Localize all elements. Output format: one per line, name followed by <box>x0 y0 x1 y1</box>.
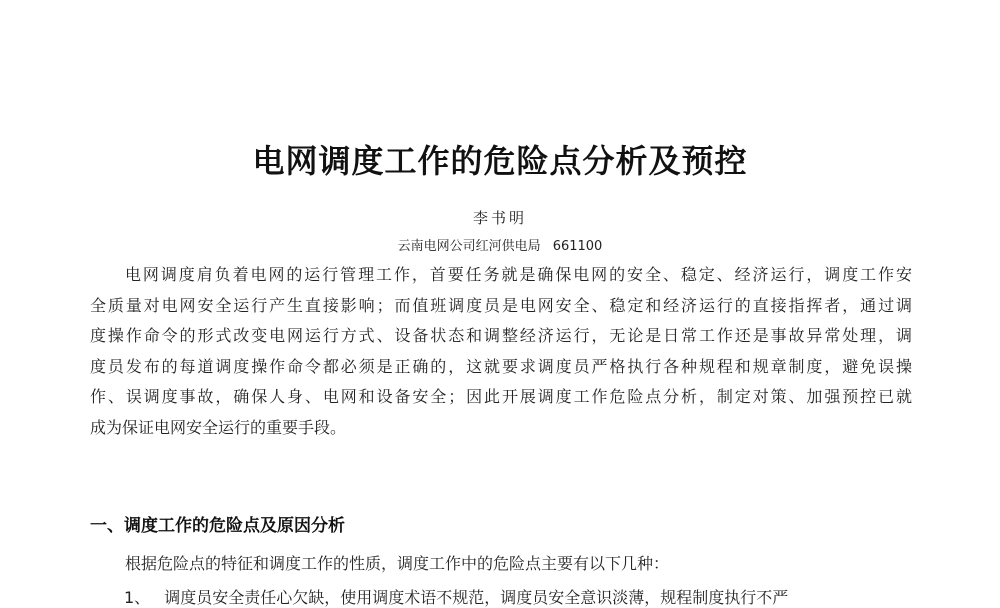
intro-paragraph <box>90 260 912 443</box>
author-affiliation <box>0 235 1000 254</box>
affiliation-name: 云南电网公司红河供电局 <box>397 239 541 254</box>
section-heading: 一、调度工作的危险点及原因分析 <box>90 516 345 536</box>
intro-line: 全质量对电网安全运行产生直接影响；而值班调度员是电网安全、稳定和经济运行的直接指挥者，通过调 <box>90 295 912 315</box>
intro-line: 度员发布的每道调度操作命令都必须是正确的，这就要求调度员严格执行各种规程和规章制度，避免误操 <box>90 356 912 376</box>
document-title: 电网调度工作的危险点分析及预控 <box>252 142 748 180</box>
author-name: 李书明 <box>472 209 527 227</box>
intro-line: 电网调度肩负着电网的运行管理工作，首要任务就是确保电网的安全、稳定、经济运行，调度工作安 <box>125 265 912 284</box>
section-paragraph: 根据危险点的特征和调度工作的性质，调度工作中的危险点主要有以下几种： <box>125 554 670 573</box>
list-item-text: 调度员安全责任心欠缺，使用调度术语不规范，调度员安全意识淡薄，规程制度执行不严 <box>164 588 789 607</box>
list-item <box>124 585 788 608</box>
intro-line: 成为保证电网安全运行的重要手段。 <box>90 417 347 437</box>
list-item-number: 1、 <box>124 588 151 607</box>
intro-line: 作、误调度事故，确保人身、电网和设备安全；因此开展调度工作危险点分析，制定对策、加强预控已就 <box>90 387 912 406</box>
postal-code: 661100 <box>552 239 603 254</box>
intro-line: 度操作命令的形式改变电网运行方式、设备状态和调整经济运行，无论是日常工作还是事故异常处理，调 <box>90 326 912 345</box>
